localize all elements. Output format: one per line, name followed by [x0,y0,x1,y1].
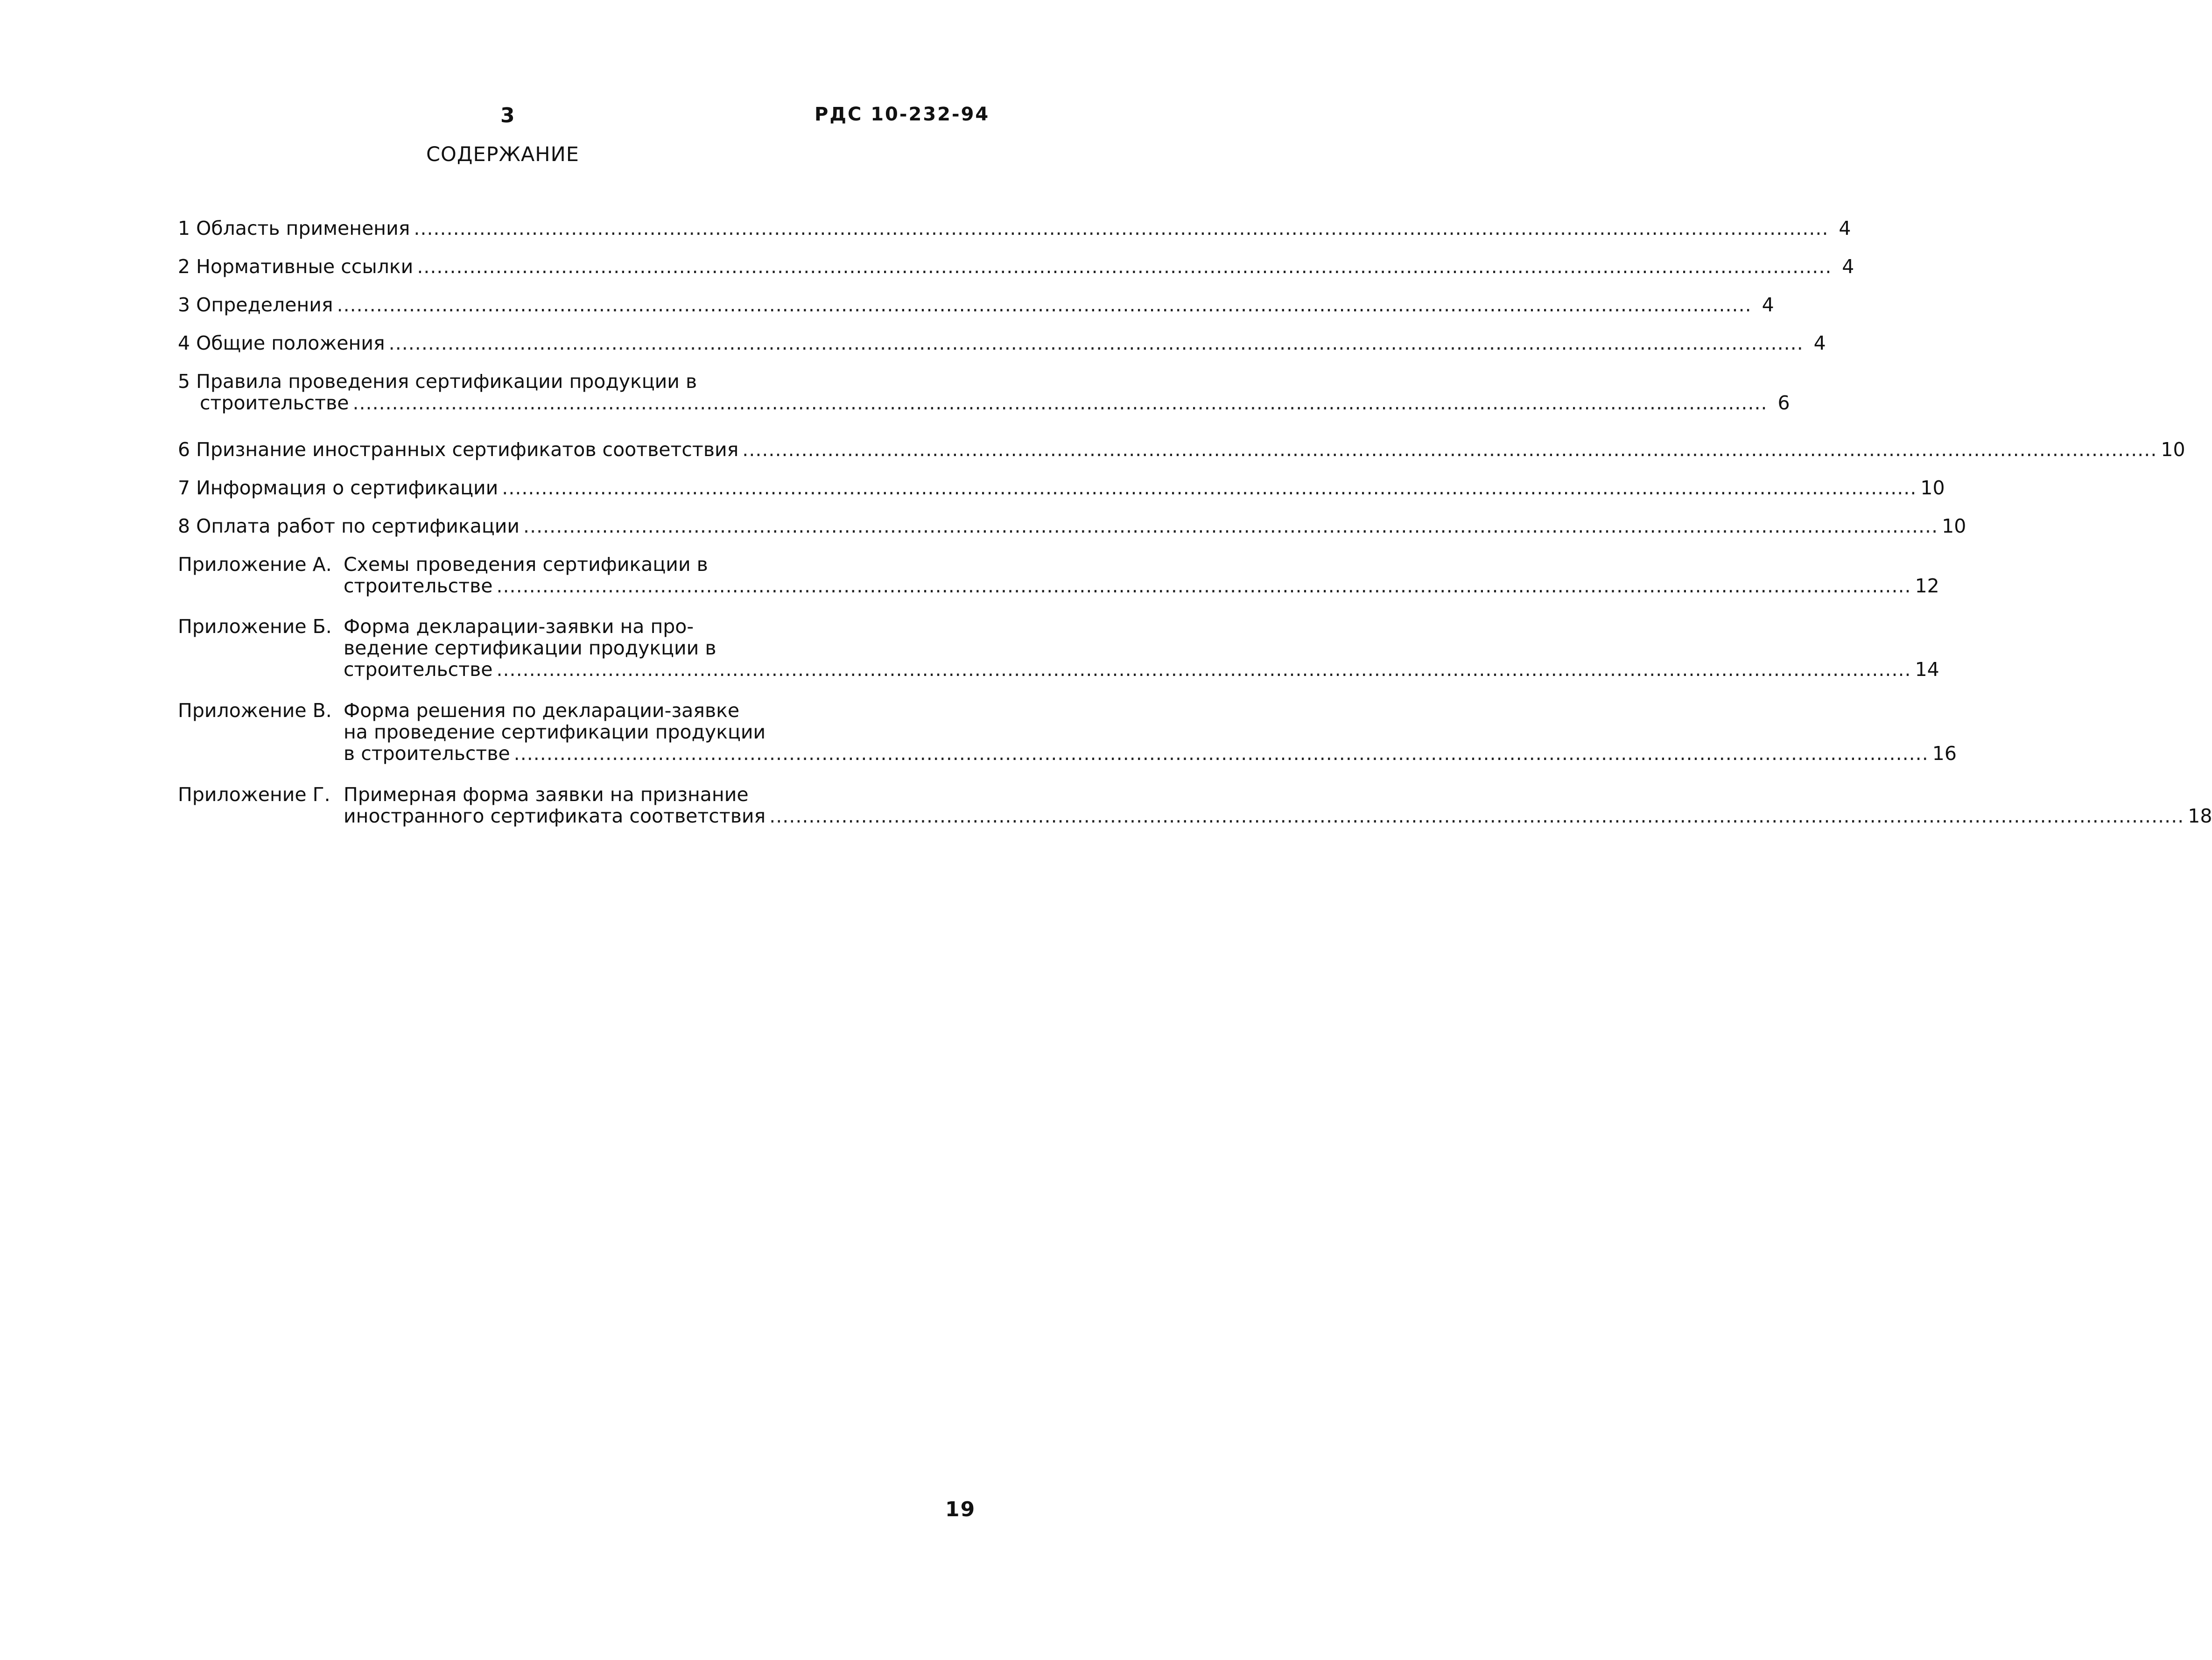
annex-prefix: Приложение Б. [178,615,332,638]
toc-entry-8[interactable] [178,515,1966,537]
dot-leader [496,659,1911,680]
toc-entry-title: 8 Оплата работ по сертификации [178,515,520,537]
toc-entry-title: 5 Правила проведения сертификации продукции в [178,370,697,393]
toc-entry-title: 7 Информация о сертификации [178,477,499,499]
annex-title-cont: строительстве [344,658,493,681]
annex-prefix: Приложение В. [178,699,332,722]
annex-title-cont: ведение сертификации продукции в [344,637,716,659]
annex-prefix: Приложение А. [178,553,332,576]
toc-page-number: 12 [1915,575,1939,597]
toc-annex-a[interactable] [178,553,1939,597]
dot-leader [337,294,1752,316]
dot-leader [502,477,1917,499]
toc-entry-3[interactable] [178,294,1774,316]
toc-entry-title: 1 Область применения [178,217,410,239]
dot-leader [352,392,1767,414]
toc-entry-2[interactable] [178,255,1854,278]
section-number: 3 [500,104,515,127]
toc-annex-g[interactable] [178,783,2212,827]
toc-entry-title: 2 Нормативные ссылки [178,255,414,278]
annex-title: Примерная форма заявки на признание [344,783,749,806]
annex-title-cont: иностранного сертификата соответствия [344,805,766,827]
dot-leader [514,743,1929,764]
annex-title: Форма решения по декларации-заявке [344,699,740,722]
toc-page-number: 10 [1942,515,1966,537]
toc-page-number: 18 [2188,805,2212,827]
annex-title-cont: в строительстве [344,742,510,765]
toc-annex-v[interactable] [178,699,1957,765]
toc-page-number: 4 [1813,332,1826,354]
toc-page-number: 4 [1842,255,1854,278]
annex-title-cont: на проведение сертификации продукции [344,721,766,743]
toc-entry-title: 4 Общие положения [178,332,385,354]
toc-page-number: 4 [1839,217,1851,239]
toc-page-number: 6 [1777,392,1790,414]
toc-page-number: 14 [1915,658,1939,681]
toc-entry-title: 3 Определения [178,294,333,316]
toc-page-number: 16 [1932,742,1957,765]
toc-entry-title: 6 Признание иностранных сертификатов соответствия [178,438,739,461]
dot-leader [496,575,1911,597]
annex-title-cont: строительстве [344,575,493,597]
document-code: РДС 10-232-94 [815,104,990,125]
dot-leader [769,805,2184,827]
page-number: 19 [945,1498,976,1521]
annex-title: Схемы проведения сертификации в [344,553,708,576]
toc-entry-6[interactable] [178,438,2185,461]
dot-leader [523,515,1938,537]
toc-page-number: 10 [1920,477,1945,499]
dot-leader [389,332,1804,354]
annex-prefix: Приложение Г. [178,783,330,806]
toc-entry-title-cont: строительстве [200,392,349,414]
toc-entry-1[interactable] [178,217,1851,239]
dot-leader [414,218,1828,239]
toc-entry-7[interactable] [178,477,1945,499]
toc-entry-4[interactable] [178,332,1826,354]
toc-page-number: 10 [2161,438,2185,461]
toc-title: СОДЕРЖАНИЕ [426,143,579,166]
toc-page-number: 4 [1762,294,1774,316]
dot-leader [742,439,2157,460]
annex-title: Форма декларации-заявки на про- [344,615,694,638]
dot-leader [417,256,1832,277]
toc-entry-5[interactable] [178,370,1790,414]
toc-annex-b[interactable] [178,615,1939,681]
